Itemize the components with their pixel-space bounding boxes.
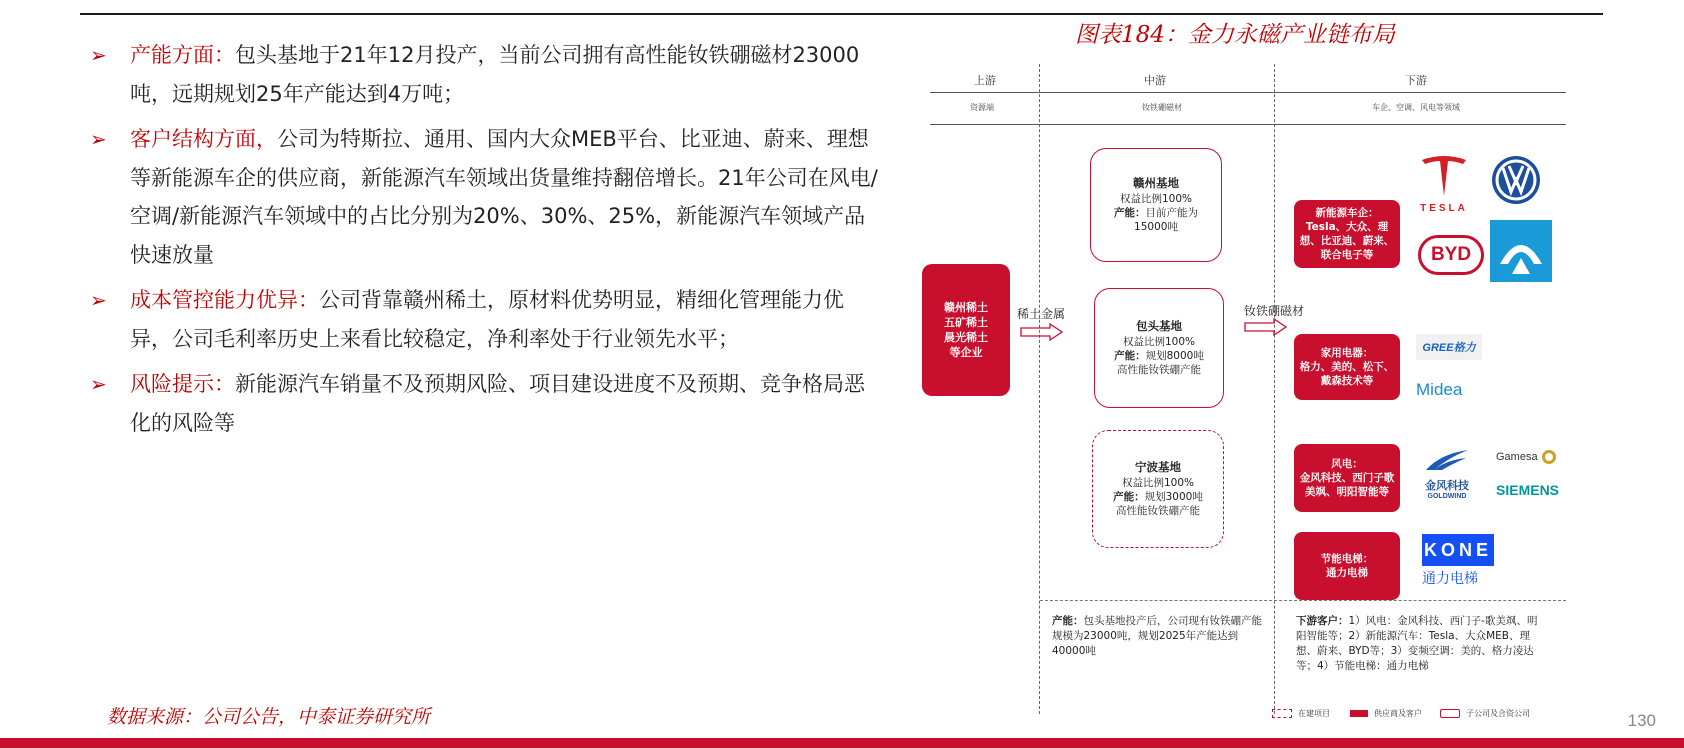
bullet-customers: [88, 120, 878, 274]
arrow-icon: ➢: [90, 288, 107, 312]
upstream-suppliers-box: 赣州稀土 五矿稀土 晨光稀土 等企业: [922, 264, 1010, 396]
midea-logo: Midea: [1416, 380, 1463, 399]
siemens-logo: SIEMENS: [1496, 482, 1560, 498]
legend-suppliers-customers: 供应商及客户: [1350, 708, 1422, 719]
tesla-t-icon: [1419, 154, 1469, 198]
gamesa-ring-icon: [1542, 450, 1556, 464]
gree-logo: GREE格力: [1416, 334, 1482, 360]
page-number: 130: [1627, 711, 1656, 730]
bullet-cost: [88, 281, 878, 358]
nio-logo: [1490, 220, 1552, 282]
legend-subsidiaries: 子公司及合资公司: [1440, 708, 1530, 719]
flow-label-rare-earth-metal: 稀土金属: [1017, 307, 1066, 321]
note-downstream-customers: 下游客户：1）风电：金风科技、西门子-歌美飒、明阳智能等；2）新能源汽车：Tesla、大众MEB、理想、蔚来、BYD等；3）变频空调：美的、格力凌达等；4）节能电梯：通力电梯: [1296, 615, 1538, 672]
bullet-text: 公司背靠赣州稀土，原材料优势明显，精细化管理能力优异，公司毛利率历史上来看比较稳定，净利率处于行业领先水平；: [130, 288, 844, 351]
notes-divider: [1040, 600, 1566, 601]
note-capacity: 产能：包头基地投产后，公司现有钕铁硼产能规模为23000吨，规划2025年产能达到40000吨: [1052, 615, 1262, 657]
bullet-list: [88, 36, 878, 449]
arrow-icon: ➢: [90, 127, 107, 151]
customer-wind: 风电： 金风科技、西门子歌美飒、明阳智能等: [1294, 444, 1400, 512]
bullet-head: 产能方面：: [130, 43, 235, 67]
bullet-head: 客户结构方面，: [130, 127, 277, 151]
base-capacity: 产能：规划8000吨高性能钕铁硼产能: [1114, 350, 1204, 376]
header-upstream: 上游: [974, 74, 996, 87]
bullet-text: 新能源汽车销量不及预期风险、项目建设进度不及预期、竞争格局恶化的风险等: [130, 372, 865, 435]
industry-chain-diagram: [920, 58, 1570, 718]
bullet-text: 公司为特斯拉、通用、国内大众MEB平台、比亚迪、蔚来、理想等新能源车企的供应商，新能源汽车领域出货量维持翻倍增长。21年公司在风电/空调/新能源汽车领域中的占比分别为20%、30%、25%，新能源汽车领域产品快速放量: [130, 127, 878, 267]
header-midstream: 中游: [1144, 74, 1166, 87]
byd-wordmark: BYD: [1418, 235, 1484, 275]
flow-arrow-icon: [1020, 323, 1064, 341]
flow-arrow-icon: [1244, 318, 1288, 336]
header-rule: [930, 92, 1566, 93]
bullet-text: 包头基地于21年12月投产，当前公司拥有高性能钕铁硼磁材23000吨，远期规划25年产能达到4万吨；: [130, 43, 860, 106]
legend-outline-swatch: [1440, 709, 1460, 718]
bottom-band: [0, 738, 1684, 748]
sub-midstream: 钕铁硼磁材: [1142, 103, 1182, 112]
data-source: 数据来源：公司公告，中泰证券研究所: [107, 706, 431, 728]
byd-logo: [1418, 235, 1488, 277]
base-capacity: 产能：目前产能为15000吨: [1114, 207, 1198, 233]
kone-logo: [1422, 534, 1494, 588]
goldwind-logo: [1420, 448, 1474, 500]
base-capacity: 产能：规划3000吨高性能钕铁硼产能: [1113, 491, 1203, 517]
goldwind-swoosh-icon: [1422, 448, 1472, 472]
column-divider: [1274, 64, 1275, 714]
nio-emblem-icon: [1490, 220, 1552, 282]
base-ningbo: [1092, 430, 1224, 548]
bullet-head: 成本管控能力优异：: [130, 288, 319, 312]
bullet-head: 风险提示：: [130, 372, 235, 396]
goldwind-cn: 金风科技: [1425, 480, 1469, 492]
customer-nev: 新能源车企： Tesla、大众、理想、比亚迪、蔚来、联合电子等: [1294, 200, 1400, 268]
tesla-wordmark: TESLA: [1420, 203, 1468, 214]
bullet-capacity: [88, 36, 878, 113]
legend-under-construction: 在建项目: [1272, 708, 1330, 719]
figure-title: 图表184：金力永磁产业链布局: [1075, 22, 1395, 48]
arrow-icon: ➢: [90, 372, 107, 396]
goldwind-en: GOLDWIND: [1427, 493, 1467, 500]
vw-logo: [1490, 154, 1542, 206]
top-rule: [80, 13, 1603, 15]
base-ganzhou: [1090, 148, 1222, 262]
kone-cn: 通力电梯: [1422, 570, 1478, 586]
column-divider: [1039, 64, 1040, 714]
flow-label-ndfeb-magnet: 钕铁硼磁材: [1244, 304, 1305, 318]
legend-dashed-swatch: [1272, 709, 1292, 718]
base-name: 包头基地: [1136, 319, 1182, 333]
sub-downstream: 车企、空调、风电等领域: [1372, 103, 1460, 112]
legend-filled-swatch: [1350, 710, 1368, 717]
arrow-icon: ➢: [90, 43, 107, 67]
header-downstream: 下游: [1405, 74, 1427, 87]
bullet-risk: [88, 365, 878, 442]
kone-wordmark: KONE: [1422, 534, 1494, 566]
gamesa-wordmark: Gamesa: [1496, 451, 1538, 463]
base-baotou: [1094, 288, 1224, 408]
base-equity: 权益比例100%: [1122, 336, 1196, 348]
sub-upstream: 资源端: [970, 103, 994, 112]
base-name: 宁波基地: [1135, 460, 1181, 474]
vw-emblem-icon: [1490, 154, 1542, 206]
customer-appliances: 家用电器： 格力、美的、松下、戴森技术等: [1294, 334, 1400, 400]
base-name: 赣州基地: [1133, 176, 1179, 190]
base-equity: 权益比例100%: [1121, 477, 1195, 489]
customer-elevator: 节能电梯： 通力电梯: [1294, 532, 1400, 600]
base-equity: 权益比例100%: [1119, 193, 1193, 205]
tesla-logo: [1416, 154, 1472, 214]
gamesa-logo: [1496, 450, 1556, 464]
subheader-rule: [930, 124, 1566, 125]
